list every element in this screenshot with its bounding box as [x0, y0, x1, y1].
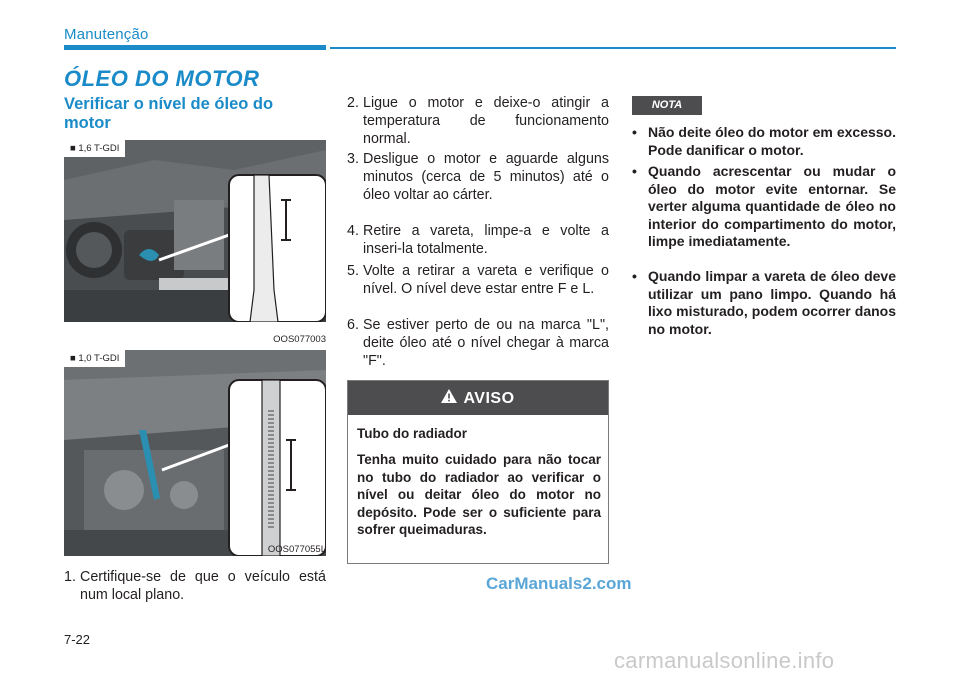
step-number: 5. [347, 263, 359, 279]
warning-title-text: AVISO [463, 390, 515, 407]
note-item-2 [632, 163, 896, 251]
header-rule-thick [64, 45, 326, 50]
note-item-1 [632, 124, 896, 159]
step-1 [64, 568, 326, 604]
step-number: 3. [347, 151, 359, 167]
step-number: 2. [347, 95, 359, 111]
page-number: 7-22 [64, 632, 91, 647]
engine-label-2: ■ 1,0 T-GDI [64, 350, 125, 367]
note-text: Não deite óleo do motor em excesso. Pode danificar o motor. [648, 124, 896, 158]
note-text: Quando acrescentar ou mudar o óleo do motor evite entornar. Se verter alguma quantidade de óleo no interior do compartimento do motor, limpe imediatamente. [648, 163, 896, 249]
step-5 [347, 262, 609, 298]
engine-photo-2 [64, 350, 326, 556]
step-text: Retire a vareta, limpe-a e volte a inseri-la totalmente. [363, 223, 609, 257]
note-text: Quando limpar a vareta de óleo deve utilizar um pano limpo. Quando há lixo misturado, podem ocorrer danos no motor. [648, 268, 896, 337]
header-rule-thin [330, 47, 896, 49]
watermark-bottom[interactable]: carmanualsonline.info [614, 648, 835, 673]
warning-title [348, 389, 608, 408]
step-number: 1. [64, 569, 76, 585]
step-3 [347, 150, 609, 204]
warning-triangle-icon [441, 389, 457, 408]
bullet-icon: • [632, 268, 637, 284]
step-text: Certifique-se de que o veículo está num local plano. [80, 569, 326, 603]
section-title: Manutenção [64, 26, 149, 43]
sub-title: Verificar o nível de óleo do motor [64, 95, 274, 132]
watermark-top[interactable]: CarManuals2.com [486, 574, 632, 593]
chapter-title: ÓLEO DO MOTOR [64, 66, 260, 91]
engine-photo-1 [64, 140, 326, 322]
step-2 [347, 94, 609, 148]
photo-code-1: OOS077003 [273, 334, 326, 345]
warning-text: Tenha muito cuidado para não tocar no tubo do radiador ao verificar o nível ou deitar óleo do motor no depósito. Pode ser o suficiente para sofrer queimaduras. [357, 452, 601, 537]
step-number: 4. [347, 223, 359, 239]
engine-label-1: ■ 1,6 T-GDI [64, 140, 125, 157]
warning-box [347, 380, 609, 564]
step-text: Ligue o motor e deixe-o atingir a temperatura de funcionamento normal. [363, 95, 609, 147]
step-6 [347, 316, 609, 370]
step-text: Volte a retirar a vareta e verifique o nível. O nível deve estar entre F e L. [363, 263, 609, 297]
warning-header [348, 381, 608, 415]
engine-bay-illustration-2 [64, 350, 326, 556]
note-badge: NOTA [632, 96, 702, 115]
warning-subtitle: Tubo do radiador [357, 426, 467, 441]
bullet-icon: • [632, 124, 637, 140]
engine-bay-illustration-1 [64, 140, 326, 322]
step-text: Desligue o motor e aguarde alguns minutos (cerca de 5 minutos) até o óleo voltar ao cárter. [363, 151, 609, 203]
step-text: Se estiver perto de ou na marca "L", deite óleo até o nível chegar à marca "F". [363, 317, 609, 369]
step-number: 6. [347, 317, 359, 333]
photo-code-2: OOS077055L [267, 544, 326, 555]
bullet-icon: • [632, 163, 637, 179]
note-item-3 [632, 268, 896, 338]
step-4 [347, 222, 609, 258]
